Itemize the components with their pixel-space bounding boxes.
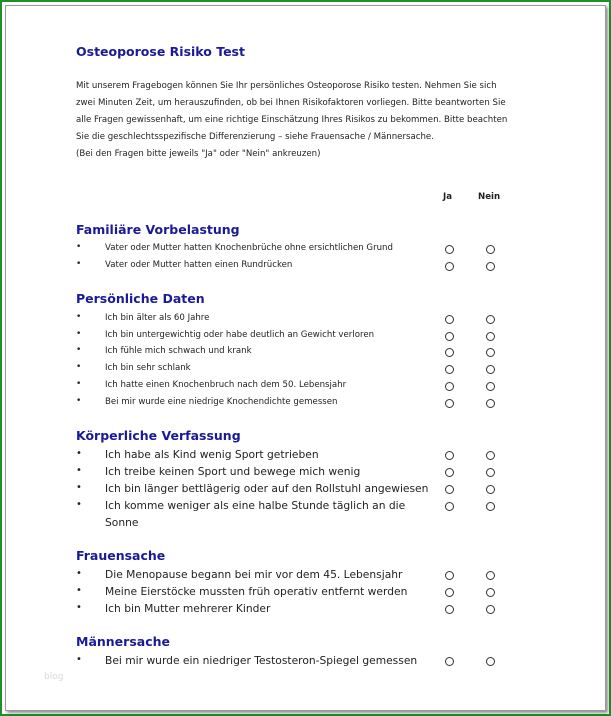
radio-ja[interactable] — [445, 365, 454, 374]
question-row — [76, 585, 516, 602]
radio-nein[interactable] — [486, 399, 495, 408]
bullet: • — [76, 585, 82, 596]
question-label: Ich bin sehr schlank — [105, 363, 191, 373]
intro-line: (Bei den Fragen bitte jeweils "Ja" oder "Nein" ankreuzen) — [76, 149, 321, 159]
bullet: • — [76, 396, 82, 406]
bullet: • — [76, 329, 82, 339]
bullet: • — [76, 602, 82, 613]
question-row — [76, 465, 516, 482]
bullet: • — [76, 465, 82, 476]
question-label: Bei mir wurde ein niedriger Testosteron-Spiegel gemessen — [105, 654, 418, 667]
question-label: Ich hatte einen Knochenbruch nach dem 50. Lebensjahr — [105, 380, 347, 390]
question-label: Vater oder Mutter hatten Knochenbrüche ohne ersichtlichen Grund — [105, 243, 393, 253]
bullet: • — [76, 362, 82, 372]
question-label: Meine Eierstöcke mussten früh operativ entfernt werden — [105, 585, 408, 598]
radio-nein[interactable] — [486, 348, 495, 357]
intro-line: Sie die geschlechtsspezifische Differenzierung – siehe Frauensache / Männersache. — [76, 132, 434, 142]
radio-nein[interactable] — [486, 332, 495, 341]
radio-nein[interactable] — [486, 502, 495, 511]
intro-line: alle Fragen gewissenhaft, um eine richtige Einschätzung Ihres Risikos zu bekommen. Bitte beachten — [76, 115, 508, 125]
radio-nein[interactable] — [486, 262, 495, 271]
question-label: Ich bin länger bettlägerig oder auf den Rollstuhl angewiesen — [105, 482, 429, 495]
question-label: Ich bin älter als 60 Jahre — [105, 313, 210, 323]
section-title-koerperliche-verfassung: Körperliche Verfassung — [76, 428, 241, 443]
intro-line: Mit unserem Fragebogen können Sie Ihr persönliches Osteoporose Risiko testen. Nehmen Sie sich — [76, 81, 497, 91]
question-label: Ich habe als Kind wenig Sport getrieben — [105, 448, 319, 461]
radio-ja[interactable] — [445, 571, 454, 580]
question-row — [76, 329, 516, 346]
radio-nein[interactable] — [486, 588, 495, 597]
question-row — [76, 602, 516, 619]
radio-ja[interactable] — [445, 485, 454, 494]
document-page — [5, 5, 606, 711]
watermark: blog — [44, 672, 64, 682]
radio-nein[interactable] — [486, 485, 495, 494]
question-label: Ich treibe keinen Sport und bewege mich wenig — [105, 465, 361, 478]
bullet: • — [76, 482, 82, 493]
question-row — [76, 259, 516, 276]
radio-ja[interactable] — [445, 245, 454, 254]
bullet: • — [76, 259, 82, 269]
radio-nein[interactable] — [486, 315, 495, 324]
bullet: • — [76, 654, 82, 665]
question-row — [76, 242, 516, 259]
question-label: Ich komme weniger als eine halbe Stunde täglich an die — [105, 499, 406, 512]
question-row — [76, 654, 516, 671]
question-row-continuation — [76, 516, 516, 533]
radio-ja[interactable] — [445, 332, 454, 341]
radio-ja[interactable] — [445, 382, 454, 391]
radio-ja[interactable] — [445, 657, 454, 666]
question-label: Vater oder Mutter hatten einen Rundrücken — [105, 260, 293, 270]
question-row — [76, 482, 516, 499]
bullet: • — [76, 345, 82, 355]
bullet: • — [76, 379, 82, 389]
radio-nein[interactable] — [486, 468, 495, 477]
question-row — [76, 312, 516, 329]
radio-ja[interactable] — [445, 605, 454, 614]
section-title-persoenliche-daten: Persönliche Daten — [76, 291, 205, 306]
radio-ja[interactable] — [445, 262, 454, 271]
column-header-nein: Nein — [478, 192, 501, 202]
radio-ja[interactable] — [445, 468, 454, 477]
question-label: Die Menopause begann bei mir vor dem 45. Lebensjahr — [105, 568, 403, 581]
bullet: • — [76, 499, 82, 510]
section-title-frauensache: Frauensache — [76, 548, 166, 563]
section-title-maennersache: Männersache — [76, 634, 170, 649]
radio-nein[interactable] — [486, 657, 495, 666]
radio-nein[interactable] — [486, 571, 495, 580]
radio-ja[interactable] — [445, 348, 454, 357]
radio-nein[interactable] — [486, 382, 495, 391]
bullet: • — [76, 312, 82, 322]
bullet: • — [76, 242, 82, 252]
question-row — [76, 345, 516, 362]
radio-nein[interactable] — [486, 605, 495, 614]
question-label: Ich bin untergewichtig oder habe deutlich an Gewicht verloren — [105, 330, 375, 340]
page-title: Osteoporose Risiko Test — [76, 44, 245, 59]
radio-nein[interactable] — [486, 245, 495, 254]
radio-ja[interactable] — [445, 502, 454, 511]
radio-ja[interactable] — [445, 451, 454, 460]
bullet: • — [76, 568, 82, 579]
radio-ja[interactable] — [445, 315, 454, 324]
radio-nein[interactable] — [486, 365, 495, 374]
question-label: Ich bin Mutter mehrerer Kinder — [105, 602, 271, 615]
question-label: Ich fühle mich schwach und krank — [105, 346, 252, 356]
question-row — [76, 396, 516, 413]
section-title-familiaere-vorbelastung: Familiäre Vorbelastung — [76, 222, 240, 237]
question-row — [76, 448, 516, 465]
column-header-ja: Ja — [443, 192, 452, 202]
intro-line: zwei Minuten Zeit, um herauszufinden, ob bei Ihnen Risikofaktoren vorliegen. Bitte beantworten Sie — [76, 98, 506, 108]
question-row — [76, 568, 516, 585]
question-row — [76, 362, 516, 379]
question-label-continuation: Sonne — [105, 516, 139, 529]
radio-ja[interactable] — [445, 399, 454, 408]
radio-ja[interactable] — [445, 588, 454, 597]
question-row — [76, 499, 516, 516]
question-label: Bei mir wurde eine niedrige Knochendichte gemessen — [105, 397, 338, 407]
question-row — [76, 379, 516, 396]
bullet: • — [76, 448, 82, 459]
intro-paragraph — [76, 78, 556, 163]
radio-nein[interactable] — [486, 451, 495, 460]
